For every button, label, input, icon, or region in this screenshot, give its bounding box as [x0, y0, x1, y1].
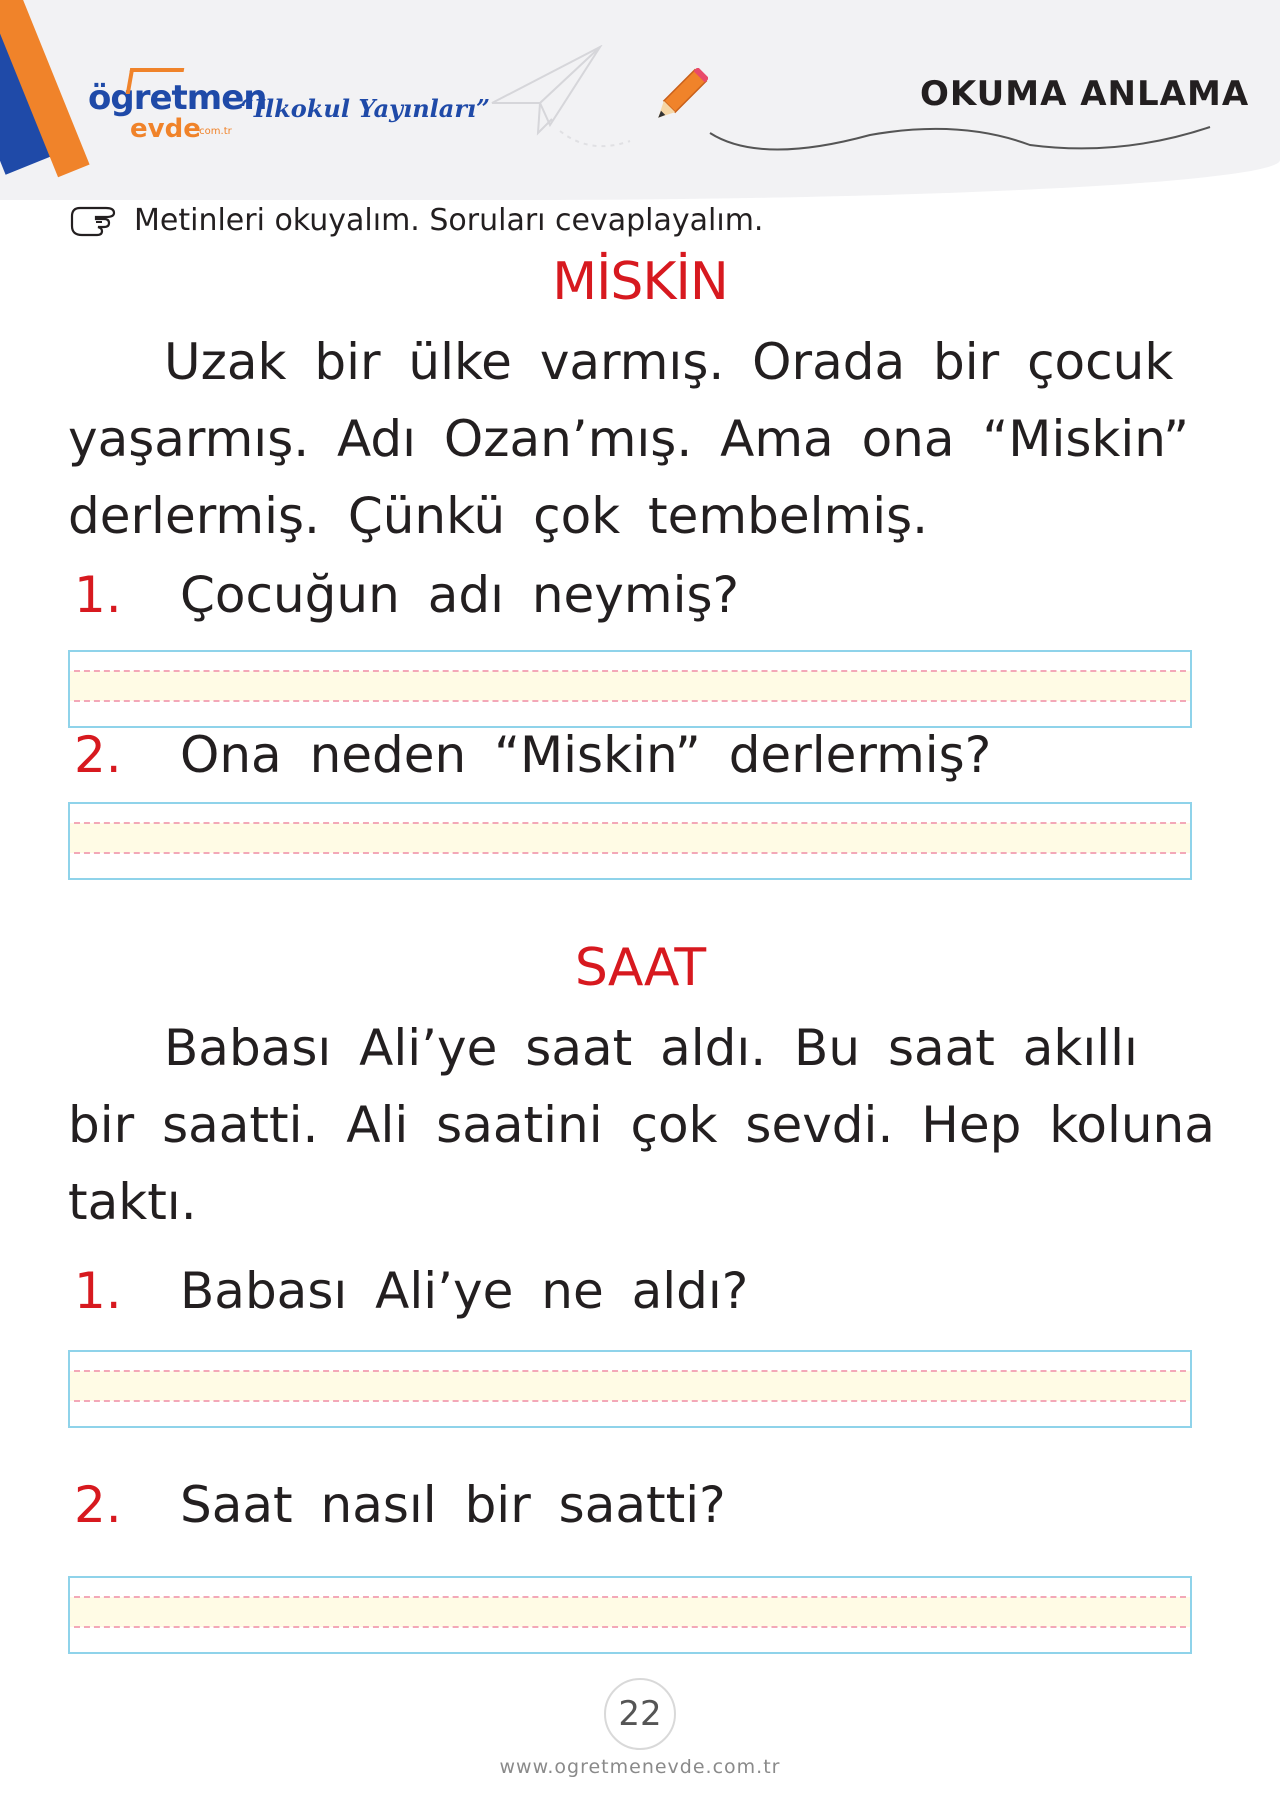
question-1-miskin	[74, 566, 739, 624]
logo-sub-text: evde	[130, 114, 201, 144]
section-title: OKUMA ANLAMA	[920, 74, 1250, 114]
guide-line-bottom	[74, 1400, 1186, 1402]
question-text: Çocuğun adı neymiş?	[180, 566, 740, 624]
guide-line-bottom	[74, 852, 1186, 854]
website-url: www.ogretmenevde.com.tr	[499, 1756, 781, 1778]
question-text: Saat nasıl bir saatti?	[180, 1476, 726, 1534]
guide-line-top	[74, 1370, 1186, 1372]
question-1-saat	[74, 1262, 748, 1320]
question-number: 2.	[74, 726, 122, 784]
instruction-text: Metinleri okuyalım. Soruları cevaplayalım.	[134, 202, 764, 238]
guide-line-top	[74, 822, 1186, 824]
logo-roof-icon	[126, 68, 185, 94]
logo-main-text: ögretmen	[88, 78, 267, 118]
question-number: 1.	[74, 1262, 122, 1320]
question-2-miskin	[74, 726, 991, 784]
writing-band	[70, 1371, 1190, 1401]
guide-line-top	[74, 1596, 1186, 1598]
pointing-hand-icon	[68, 200, 120, 240]
page-number: 22	[604, 1678, 676, 1750]
publisher-tagline: “İlkokul Yayınları”	[240, 94, 490, 123]
answer-field-1-saat[interactable]	[68, 1350, 1192, 1428]
story-text-miskin: Uzak bir ülke varmış. Orada bir çocuk yaşarmış. Adı Ozan’mış. Ama ona “Miskin” derlermiş. Çünkü çok tembelmiş.	[68, 333, 1190, 545]
guide-line-bottom	[74, 700, 1186, 702]
question-number: 2.	[74, 1476, 122, 1534]
pencil-icon	[648, 68, 708, 128]
answer-field-2-miskin[interactable]	[68, 802, 1192, 880]
logo-domain-text: .com.tr	[196, 126, 232, 137]
question-number: 1.	[74, 566, 122, 624]
header-underline-curve	[700, 115, 1220, 165]
story-title-saat: SAAT	[574, 938, 706, 998]
guide-line-bottom	[74, 1626, 1186, 1628]
story-text-saat: Babası Ali’ye saat aldı. Bu saat akıllı bir saatti. Ali saatini çok sevdi. Hep koluna taktı.	[68, 1019, 1215, 1231]
paper-plane-icon	[490, 45, 640, 155]
story-title-miskin: MİSKİN	[552, 252, 728, 312]
writing-band	[70, 671, 1190, 701]
writing-band	[70, 1597, 1190, 1627]
writing-band	[70, 823, 1190, 853]
instruction	[68, 200, 763, 240]
guide-line-top	[74, 670, 1186, 672]
answer-field-2-saat[interactable]	[68, 1576, 1192, 1654]
question-text: Ona neden “Miskin” derlermiş?	[180, 726, 992, 784]
question-2-saat	[74, 1476, 726, 1534]
answer-field-1-miskin[interactable]	[68, 650, 1192, 728]
question-text: Babası Ali’ye ne aldı?	[180, 1262, 749, 1320]
